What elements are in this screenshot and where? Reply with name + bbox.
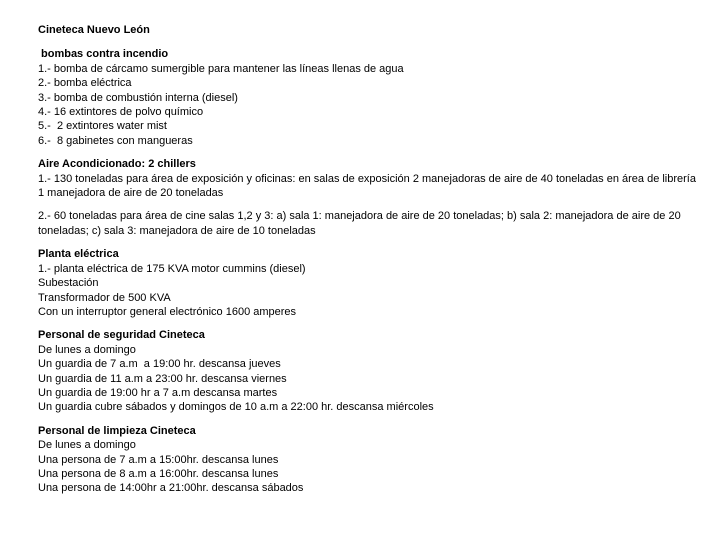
- fire-item: 4.- 16 extintores de polvo químico: [38, 106, 204, 119]
- security-item: Un guardia de 11 a.m a 23:00 hr. descansa viernes: [38, 372, 287, 385]
- power-section: [38, 247, 698, 319]
- security-item: Un guardia cubre sábados y domingos de 10 a.m a 22:00 hr. descansa miércoles: [38, 401, 434, 414]
- ac-paragraph-2: 2.- 60 toneladas para área de cine salas 1,2 y 3: a) sala 1: manejadora de aire de 20 toneladas; b) sala 2: manejadora de aire de 20 toneladas; c) sala 3: manejadora de aire de 10 toneladas: [38, 210, 681, 237]
- ac-section-title: Aire Acondicionado: 2 chillers: [38, 158, 196, 171]
- cleaning-item: Una persona de 14:00hr a 21:00hr. descansa sábados: [38, 482, 304, 495]
- cleaning-section: [38, 424, 698, 496]
- ac-paragraph-1: 1.- 130 toneladas para área de exposición y oficinas: en salas de exposición 2 manejadoras de aire de 40 toneladas en área de librería 1 manejadora de aire de 20 toneladas: [38, 172, 696, 200]
- power-item: 1.- planta eléctrica de 175 KVA motor cummins (diesel): [38, 262, 306, 275]
- power-item: Transformador de 500 KVA: [38, 291, 171, 304]
- power-item: Con un interruptor general electrónico 1600 amperes: [38, 305, 297, 318]
- cleaning-item: Una persona de 7 a.m a 15:00hr. descansa lunes: [38, 453, 279, 466]
- document-page: [38, 23, 698, 505]
- ac-section: [38, 157, 698, 238]
- page-title: Cineteca Nuevo León: [38, 24, 150, 36]
- fire-section: [38, 47, 698, 148]
- fire-item: 3.- bomba de combustión interna (diesel): [38, 91, 238, 104]
- fire-item: 6.- 8 gabinetes con mangueras: [38, 134, 193, 147]
- security-section: [38, 328, 698, 414]
- fire-item: 2.- bomba eléctrica: [38, 77, 132, 90]
- security-item: Un guardia de 7 a.m a 19:00 hr. descansa jueves: [38, 358, 281, 371]
- fire-section-title: bombas contra incendio: [41, 48, 169, 61]
- power-section-title: Planta eléctrica: [38, 248, 119, 261]
- security-section-title: Personal de seguridad Cineteca: [38, 329, 205, 342]
- fire-item: 5.- 2 extintores water mist: [38, 120, 167, 133]
- cleaning-item: De lunes a domingo: [38, 439, 136, 452]
- cleaning-section-title: Personal de limpieza Cineteca: [38, 424, 196, 437]
- cleaning-item: Una persona de 8 a.m a 16:00hr. descansa lunes: [38, 467, 279, 480]
- fire-item: 1.- bomba de cárcamo sumergible para mantener las líneas llenas de agua: [38, 62, 404, 75]
- security-item: De lunes a domingo: [38, 343, 136, 356]
- power-item: Subestación: [38, 277, 99, 290]
- security-item: Un guardia de 19:00 hr a 7 a.m descansa martes: [38, 386, 278, 399]
